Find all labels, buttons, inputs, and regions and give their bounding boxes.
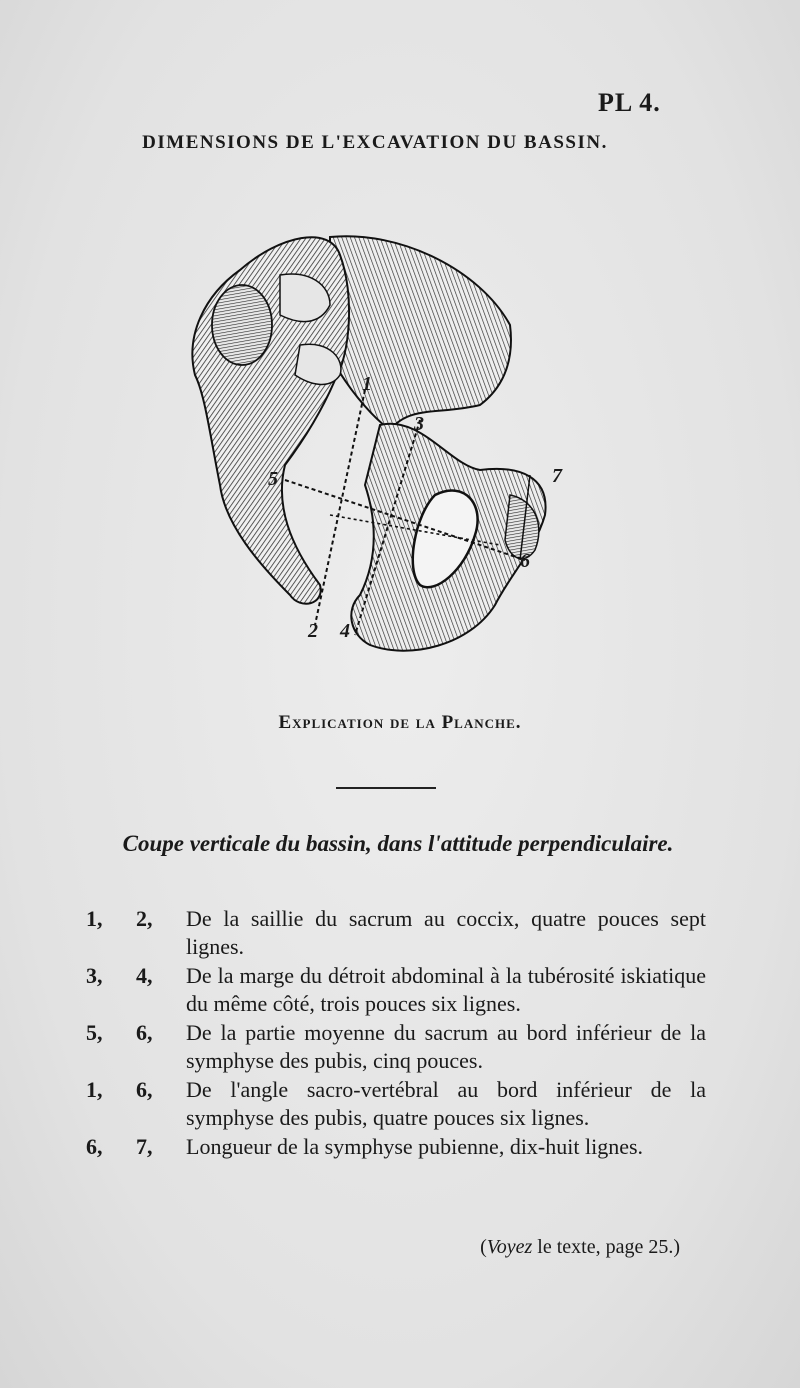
item-text: De la partie moyenne du sacrum au bord inférieur de la symphyse des pubis, cinq pouces. <box>186 1020 706 1073</box>
list-item <box>86 962 706 1018</box>
point-b: 4, <box>136 963 153 988</box>
ref-voyez: Voyez <box>486 1236 533 1258</box>
divider <box>336 787 436 789</box>
point-a: 3, <box>86 963 103 988</box>
list-item <box>86 1076 706 1132</box>
point-a: 6, <box>86 1134 103 1159</box>
point-b: 6, <box>136 1020 153 1045</box>
figure-label-6: 6 <box>520 550 530 572</box>
dimension-list <box>86 905 706 1162</box>
point-a: 1, <box>86 1077 103 1102</box>
plate-number: PL 4. <box>598 88 661 117</box>
list-item <box>86 1133 706 1161</box>
point-b: 7, <box>136 1134 153 1159</box>
list-item <box>86 905 706 961</box>
ref-open: ( <box>480 1236 487 1258</box>
item-text: Longueur de la symphyse pubienne, dix-huit lignes. <box>186 1134 644 1159</box>
point-a: 5, <box>86 1020 103 1045</box>
ref-rest: le texte, page 25.) <box>532 1236 680 1258</box>
section-title: Explication de la Planche. <box>278 712 522 733</box>
figure-label-3: 3 <box>414 413 424 435</box>
figure-label-5: 5 <box>268 468 278 490</box>
list-item <box>86 1019 706 1075</box>
figure-label-2: 2 <box>308 620 318 642</box>
figure-label-7: 7 <box>552 465 562 487</box>
point-b: 2, <box>136 906 153 931</box>
figure-label-1: 1 <box>362 373 372 395</box>
figure-label-4: 4 <box>340 620 350 642</box>
item-text: De la saillie du sacrum au coccix, quatre pouces sept lignes. <box>186 906 706 959</box>
figure-caption: Coupe verticale du bassin, dans l'attitude perpendiculaire. <box>122 831 674 856</box>
point-a: 1, <box>86 906 103 931</box>
item-text: De l'angle sacro-vertébral au bord inférieur de la symphyse des pubis, quatre pouces six lignes. <box>186 1077 706 1130</box>
point-b: 6, <box>136 1077 153 1102</box>
pelvis-cross-section-icon <box>180 215 580 665</box>
pelvis-figure <box>180 215 580 665</box>
text-reference <box>350 1236 680 1259</box>
plate-heading: DIMENSIONS DE L'EXCAVATION DU BASSIN. <box>142 132 608 153</box>
item-text: De la marge du détroit abdominal à la tubérosité iskiatique du même côté, trois pouces six lignes. <box>186 963 706 1016</box>
